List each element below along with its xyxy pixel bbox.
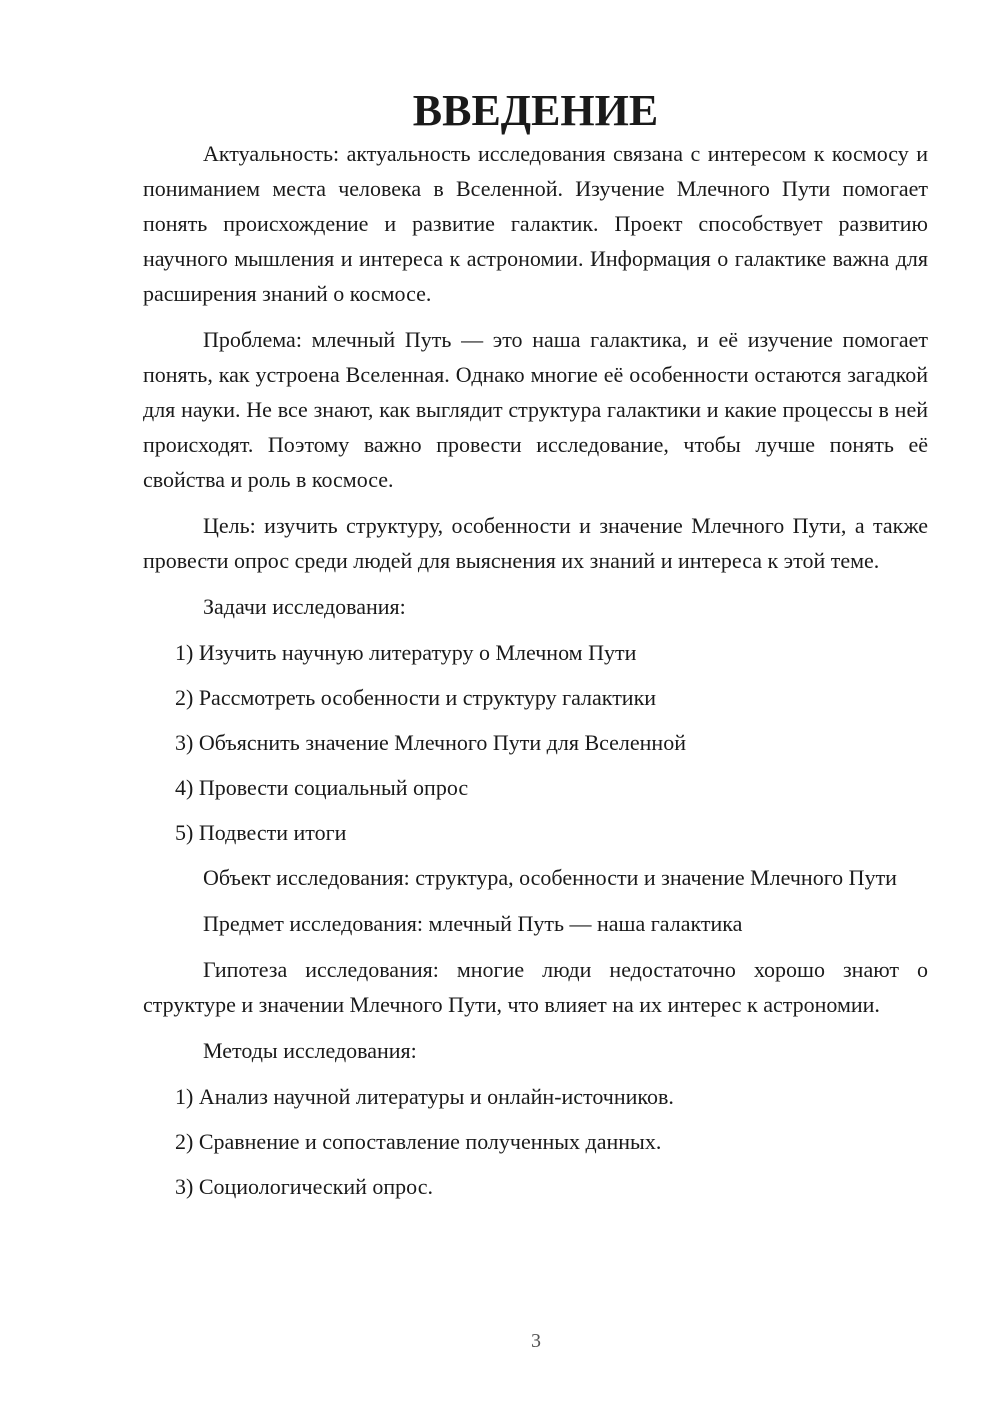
list-item: 2) Рассмотреть особенности и структуру галактики bbox=[175, 685, 657, 710]
methods-list bbox=[143, 1079, 928, 1204]
tasks-heading: Задачи исследования: bbox=[203, 594, 406, 619]
goal-paragraph: Цель: изучить структуру, особенности и значение Млечного Пути, а также провести опрос среди людей для выяснения их знаний и интереса к этой теме. bbox=[143, 513, 928, 573]
tasks-list bbox=[143, 635, 928, 850]
page-number: 3 bbox=[531, 1330, 541, 1352]
list-item: 1) Анализ научной литературы и онлайн-источников. bbox=[175, 1084, 674, 1109]
hypothesis-paragraph: Гипотеза исследования: многие люди недостаточно хорошо знают о структуре и значении Млечного Пути, что влияет на их интерес к астрономии. bbox=[143, 957, 928, 1017]
list-item: 2) Сравнение и сопоставление полученных данных. bbox=[175, 1129, 662, 1154]
list-item: 5) Подвести итоги bbox=[175, 820, 347, 845]
list-item: 4) Провести социальный опрос bbox=[175, 775, 469, 800]
subject-paragraph: Предмет исследования: млечный Путь — наша галактика bbox=[203, 911, 743, 936]
list-item: 1) Изучить научную литературу о Млечном Пути bbox=[175, 640, 637, 665]
document-body bbox=[143, 86, 928, 1214]
methods-heading: Методы исследования: bbox=[203, 1038, 417, 1063]
problem-paragraph: Проблема: млечный Путь — это наша галактика, и её изучение помогает понять, как устроена Вселенная. Однако многие её особенности остаются загадкой для науки. Не все знают, как выглядит структура галактики и какие процессы в ней происходят. Поэтому важно провести исследование, чтобы лучше понять её свойства и роль в космосе. bbox=[143, 327, 928, 492]
section-title: ВВЕДЕНИЕ bbox=[412, 86, 659, 135]
relevance-paragraph: Актуальность: актуальность исследования связана с интересом к космосу и пониманием места человека в Вселенной. Изучение Млечного Пути помогает понять происхождение и развитие галактик. Проект способствует развитию научного мышления и интереса к астрономии. Информация о галактике важна для расширения знаний о космосе. bbox=[143, 141, 928, 306]
object-paragraph: Объект исследования: структура, особенности и значение Млечного Пути bbox=[203, 865, 897, 890]
list-item: 3) Объяснить значение Млечного Пути для Вселенной bbox=[175, 730, 686, 755]
list-item: 3) Социологический опрос. bbox=[175, 1174, 433, 1199]
